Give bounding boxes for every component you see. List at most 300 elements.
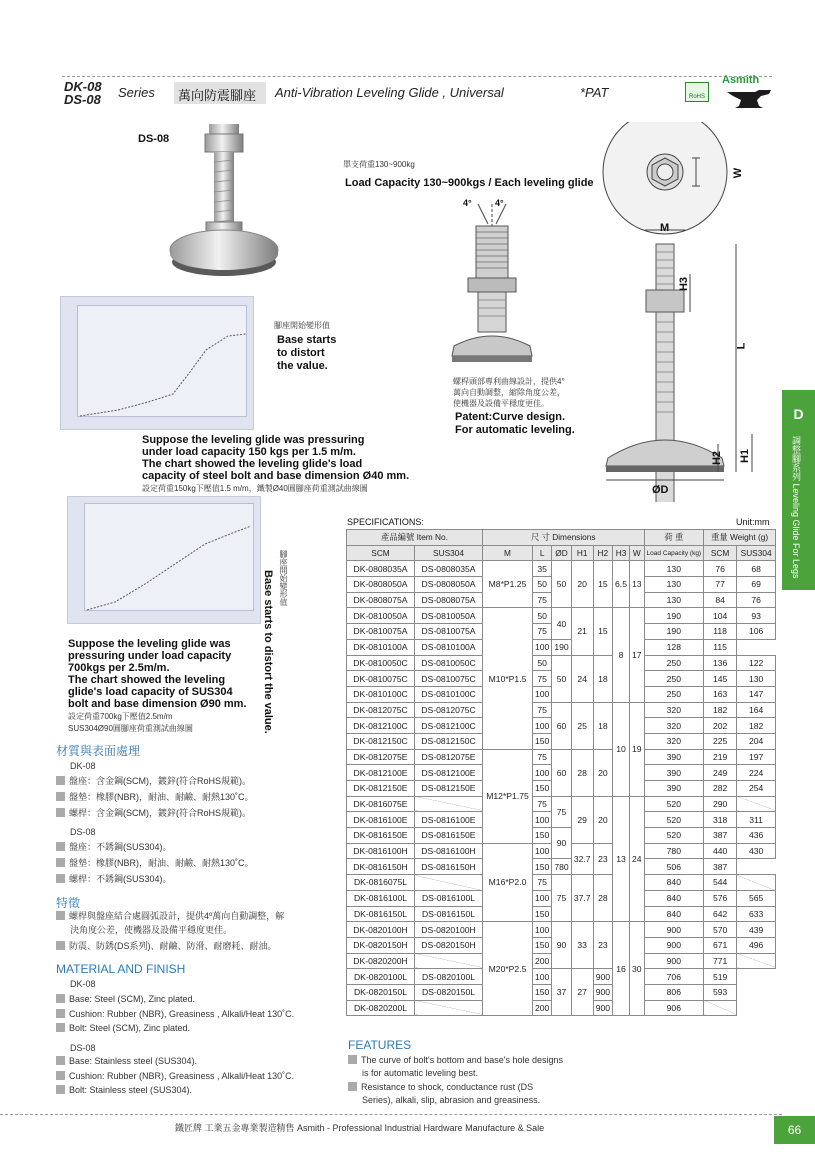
product-label: DS-08 [138, 133, 170, 145]
title-cn: 萬向防震腳座 [174, 82, 266, 104]
cell-item-sus: DS-0810100C [415, 686, 483, 702]
feature-cn-2: 防震、防銹(DS系列)、耐鹼、防滑、耐磨耗、耐油。 [56, 940, 277, 953]
cell-h2: 23 [593, 843, 612, 874]
series-code-ds: DS-08 [64, 92, 101, 107]
curve-note-en-2: For automatic leveling. [455, 424, 575, 436]
patent-mark: *PAT [580, 85, 609, 100]
series-codes [64, 80, 102, 106]
material-en-dk: DK-08 [70, 979, 96, 989]
cell-od: 50 [552, 561, 571, 608]
cell-weight-scm: 118 [704, 624, 737, 640]
cell-weight-sus: 115 [704, 639, 737, 655]
cell-load: 250 [644, 671, 704, 687]
cell-item-scm: DK-0810075A [347, 624, 415, 640]
cell-load: 250 [644, 686, 704, 702]
cell-item-sus: DS-0816100L [415, 890, 483, 906]
cell-h3: 8 [613, 608, 630, 702]
cell-length: 100 [533, 922, 552, 938]
cell-h2: 27 [571, 969, 593, 1016]
cell-h2: 18 [593, 702, 612, 749]
cell-length: 100 [533, 718, 552, 734]
cell-item-sus: DS-0820100H [415, 922, 483, 938]
title-en: Anti-Vibration Leveling Glide , Universal [275, 85, 504, 100]
cell-h1: 25 [571, 702, 593, 749]
cell-length: 150 [533, 859, 552, 875]
cell-item-scm: DK-0820100H [347, 922, 415, 938]
cell-item-sus: DS-0816150E [415, 828, 483, 844]
spec-table-body [347, 561, 776, 1016]
cell-h1: 37 [552, 969, 571, 1016]
material-en-dk-1: Base: Steel (SCM), Zinc plated. [56, 993, 195, 1006]
cell-h1: 37.7 [571, 875, 593, 922]
table-row [347, 859, 776, 875]
cell-weight-sus: 106 [737, 624, 776, 640]
cell-weight-sus [737, 875, 776, 891]
col-h2: H2 [593, 545, 612, 561]
cell-h3: 16 [613, 922, 630, 1016]
feature-cn-1b: 決角度公差，使機器及設備平穩度更佳。 [70, 925, 233, 935]
col-scm: SCM [347, 545, 415, 561]
cell-thread-m: M20*P2.5 [483, 922, 533, 1016]
cell-load: 780 [552, 859, 571, 875]
cell-item-sus: DS-0812100E [415, 765, 483, 781]
cell-load: 520 [644, 796, 704, 812]
cell-item-sus: DS-0812150E [415, 781, 483, 797]
dim-h3: H3 [678, 276, 691, 292]
cell-item-scm: DK-0810050C [347, 655, 415, 671]
cell-item-sus: DS-0808050A [415, 577, 483, 593]
cell-length: 35 [533, 561, 552, 577]
cell-weight-scm: 671 [704, 937, 737, 953]
cell-item-scm: DK-0816075E [347, 796, 415, 812]
cell-h2: 15 [593, 608, 612, 655]
cell-item-scm: DK-0810075C [347, 671, 415, 687]
material-cn-ds: DS-08 [70, 827, 96, 837]
cell-item-scm: DK-0816100H [347, 843, 415, 859]
curve-note-en-1: Patent:Curve design. [455, 411, 566, 423]
feature-en-1b: is for automatic leveling best. [362, 1068, 479, 1078]
cell-weight-scm: 128 [644, 639, 704, 655]
cell-w: 24 [629, 796, 644, 922]
cell-length: 150 [533, 906, 552, 922]
chart2-desc-cn-2: SUS304Ø90圓腳座荷重測試曲線圖 [68, 724, 193, 733]
cell-od: 90 [552, 828, 571, 859]
chart1-tag-en-1: Base starts [277, 334, 337, 346]
angle-right-label: 4° [495, 198, 504, 208]
cell-length: 100 [533, 890, 552, 906]
cell-item-scm: DK-0812150E [347, 781, 415, 797]
cell-weight-sus [737, 796, 776, 812]
cell-weight-scm: 290 [704, 796, 737, 812]
cell-weight-scm: 282 [704, 781, 737, 797]
cell-item-sus: DS-0820100L [415, 969, 483, 985]
cell-weight-sus: 76 [737, 592, 776, 608]
cell-h1: 21 [571, 608, 593, 655]
cell-length: 75 [533, 875, 552, 891]
table-row [347, 875, 776, 891]
cell-length: 150 [533, 781, 552, 797]
cell-weight-scm: 225 [704, 733, 737, 749]
cell-item-scm: DK-0816075L [347, 875, 415, 891]
cell-load: 840 [644, 890, 704, 906]
col-weight-scm: SCM [704, 545, 737, 561]
chart1-desc-4: capacity of steel bolt and base dimension Ø40 mm. [142, 470, 410, 482]
cell-weight-scm: 76 [704, 561, 737, 577]
material-cn-ds-2: 盤墊：橡膠(NBR)，耐油、耐鹼、耐熱130˚C。 [56, 857, 254, 870]
cell-h2: 18 [593, 655, 612, 702]
spec-header-load: 荷 重 [644, 530, 704, 546]
cell-h2: 20 [593, 796, 612, 843]
material-cn-dk: DK-08 [70, 761, 96, 771]
cell-item-sus: DS-0808075A [415, 592, 483, 608]
cell-weight-sus: 387 [704, 859, 737, 875]
cell-weight-scm: 576 [704, 890, 737, 906]
cell-thread-m: M10*P1.5 [483, 608, 533, 749]
cell-thread-m: M8*P1.25 [483, 561, 533, 608]
load-capacity-en: Load Capacity 130~900kgs / Each leveling glide [345, 177, 594, 189]
cell-h3: 10 [613, 702, 630, 796]
cell-weight-sus: 204 [737, 733, 776, 749]
dim-w: W [732, 167, 745, 179]
cell-weight-scm: 219 [704, 749, 737, 765]
cell-weight-sus: 182 [737, 718, 776, 734]
page-number: 66 [774, 1116, 815, 1144]
cell-od: 60 [552, 702, 571, 749]
footer-rule [0, 1114, 782, 1115]
cell-h1: 28 [571, 749, 593, 796]
col-weight-sus: SUS304 [737, 545, 776, 561]
cell-weight-scm: 806 [644, 984, 704, 1000]
cell-item-scm: DK-0816150E [347, 828, 415, 844]
cell-length: 150 [533, 733, 552, 749]
cell-weight-sus: 254 [737, 781, 776, 797]
table-row [347, 922, 776, 938]
material-cn-dk-2: 盤墊：橡膠(NBR)，耐油、耐鹼、耐熱130˚C。 [56, 791, 254, 804]
cell-load: 840 [644, 906, 704, 922]
feature-en-1a: The curve of bolt's bottom and base's hole designs [348, 1054, 563, 1067]
cell-h2: 15 [593, 561, 612, 608]
load-test-chart-2 [67, 496, 261, 624]
cell-weight-scm: 136 [704, 655, 737, 671]
cell-weight-sus: 430 [737, 843, 776, 859]
cell-item-sus: DS-0820150L [415, 984, 483, 1000]
cell-weight-scm: 706 [644, 969, 704, 985]
cell-w: 13 [629, 561, 644, 608]
table-row [347, 639, 776, 655]
cell-length: 75 [533, 796, 552, 812]
cell-weight-scm: 84 [704, 592, 737, 608]
cell-od: 40 [552, 608, 571, 639]
cell-weight-scm: 906 [644, 1000, 704, 1016]
cell-length: 75 [533, 702, 552, 718]
cell-weight-sus: 436 [737, 828, 776, 844]
cell-h2: 28 [593, 875, 612, 922]
col-h3: H3 [613, 545, 630, 561]
cell-item-sus: DS-0820150H [415, 937, 483, 953]
cell-load: 320 [644, 702, 704, 718]
chart2-desc-1: Suppose the leveling glide was [68, 638, 231, 650]
cell-item-sus: DS-0816100H [415, 843, 483, 859]
cell-item-sus [415, 953, 483, 969]
chart1-desc-2: under load capacity 150 kgs per 1.5 m/m. [142, 446, 356, 458]
cell-od: 60 [552, 749, 571, 796]
table-row [347, 969, 776, 985]
product-photo [160, 122, 285, 280]
cell-item-sus [415, 1000, 483, 1016]
chart1-tag-cn: 腳座開始變形值 [274, 321, 330, 330]
table-row [347, 828, 776, 844]
cell-item-sus: DS-0812150C [415, 733, 483, 749]
load-curve-1 [78, 306, 248, 418]
cell-h1: 29 [571, 796, 593, 843]
cell-weight-sus: 311 [737, 812, 776, 828]
cell-weight-scm: 104 [704, 608, 737, 624]
cell-h1: 24 [571, 655, 593, 702]
chart1-desc-cn: 設定荷重150kg下壓值1.5 m/m，鐵製Ø40圓腳座荷重測試曲線圖 [142, 484, 368, 493]
cell-od: 50 [552, 655, 571, 702]
cell-weight-sus: 197 [737, 749, 776, 765]
cell-item-scm: DK-0810100A [347, 639, 415, 655]
cell-item-scm: DK-0810050A [347, 608, 415, 624]
chart2-desc-6: bolt and base dimension Ø90 mm. [68, 698, 247, 710]
cell-item-sus: DS-0810075A [415, 624, 483, 640]
chart1-desc-1: Suppose the leveling glide was pressuring [142, 434, 365, 446]
table-row [347, 702, 776, 718]
material-en-title: MATERIAL AND FINISH [56, 962, 186, 976]
dim-h2: H2 [711, 450, 724, 466]
chart2-desc-2: pressuring under load capacity [68, 650, 232, 662]
cell-load: 320 [644, 733, 704, 749]
material-en-dk-3: Bolt: Steel (SCM), Zinc plated. [56, 1022, 190, 1035]
spec-header-dims: 尺 寸 Dimensions [483, 530, 645, 546]
cell-item-scm: DK-0808035A [347, 561, 415, 577]
cell-load: 130 [644, 577, 704, 593]
header-top-rule [62, 76, 772, 77]
chart1-desc-3: The chart showed the leveling glide's load [142, 458, 363, 470]
chart2-tag-en: Base starts to distort the value. [262, 570, 274, 734]
col-od: ØD [552, 545, 571, 561]
cell-load: 190 [552, 639, 571, 655]
cell-weight-scm: 249 [704, 765, 737, 781]
feature-en-2a: Resistance to shock, conductance rust (DS [348, 1081, 533, 1094]
cell-item-scm: DK-0820150H [347, 937, 415, 953]
footer-text: 鐵匠牌 工業五金專業製造精售 Asmith - Professional Industrial Hardware Manufacture & Sale [175, 1123, 545, 1133]
cell-item-sus: DS-0810050C [415, 655, 483, 671]
cell-item-sus: DS-0816100E [415, 812, 483, 828]
section-side-tab [782, 390, 815, 590]
cell-length: 75 [533, 671, 552, 687]
cell-weight-scm: 440 [704, 843, 737, 859]
cell-h1: 32.7 [571, 843, 593, 874]
cell-w: 30 [629, 922, 644, 1016]
spec-unit: Unit:mm [736, 517, 770, 527]
section-letter: D [793, 406, 804, 422]
cell-weight-sus: 68 [737, 561, 776, 577]
dim-h1: H1 [739, 448, 752, 464]
cell-load: 250 [644, 655, 704, 671]
cell-item-scm: DK-0816150H [347, 859, 415, 875]
cell-length: 200 [533, 1000, 552, 1016]
col-sus: SUS304 [415, 545, 483, 561]
cell-item-scm: DK-0812075C [347, 702, 415, 718]
cell-length: 150 [533, 984, 552, 1000]
cell-item-sus: DS-0812100C [415, 718, 483, 734]
cell-item-sus: DS-0810100A [415, 639, 483, 655]
material-en-ds-2: Cushion: Rubber (NBR), Greasiness , Alkali/Heat 130˚C. [56, 1070, 294, 1083]
material-cn-dk-1: 盤座：含金鋼(SCM)，鍍鋅(符合RoHS規範)。 [56, 775, 251, 788]
cell-length: 50 [533, 608, 552, 624]
cell-item-scm: DK-0820200L [347, 1000, 415, 1016]
cell-length: 150 [533, 828, 552, 844]
cell-length: 50 [533, 655, 552, 671]
cell-item-sus: DS-0810050A [415, 608, 483, 624]
cell-load: 520 [644, 812, 704, 828]
col-l: L [533, 545, 552, 561]
cell-weight-sus: 122 [737, 655, 776, 671]
series-word: Series [118, 85, 155, 100]
cell-weight-scm: 570 [704, 922, 737, 938]
features-title: FEATURES [348, 1038, 412, 1052]
brand-name: Asmith [722, 74, 760, 86]
curve-note-cn-3: 使機器及設備平穩度更佳。 [453, 399, 549, 408]
cell-length: 75 [533, 624, 552, 640]
cell-item-scm: DK-0812150C [347, 733, 415, 749]
chart2-desc-5: glide's load capacity of SUS304 [68, 686, 233, 698]
cell-item-scm: DK-0820150L [347, 984, 415, 1000]
cell-h2: 20 [593, 749, 612, 796]
cell-thread-m: M16*P2.0 [483, 843, 533, 921]
cell-item-sus: DS-0816150H [415, 859, 483, 875]
cell-weight-sus: 519 [704, 969, 737, 985]
cell-weight-scm: 544 [704, 875, 737, 891]
cell-length: 100 [533, 686, 552, 702]
technical-drawing [598, 122, 778, 502]
table-row [347, 796, 776, 812]
chart2-desc-4: The chart showed the leveling [68, 674, 226, 686]
cell-load: 900 [593, 969, 612, 985]
cell-w: 17 [629, 608, 644, 702]
material-cn-ds-1: 盤座：不銹鋼(SUS304)。 [56, 841, 172, 854]
cell-length: 100 [533, 969, 552, 985]
cell-weight-scm: 145 [704, 671, 737, 687]
cell-h2: 23 [593, 922, 612, 969]
cell-weight-sus: 496 [737, 937, 776, 953]
cell-load: 900 [644, 937, 704, 953]
cell-load: 390 [644, 781, 704, 797]
dim-od: ØD [652, 484, 669, 496]
cell-length: 75 [533, 592, 552, 608]
cell-item-sus: DS-0816150L [415, 906, 483, 922]
cell-length: 100 [533, 812, 552, 828]
rohs-badge: RoHS [685, 82, 709, 102]
cell-od: 75 [552, 875, 571, 922]
cell-item-sus: DS-0808035A [415, 561, 483, 577]
cell-item-scm: DK-0812100C [347, 718, 415, 734]
cell-item-scm: DK-0820200H [347, 953, 415, 969]
spec-header-item: 產品編號 Item No. [347, 530, 483, 546]
dim-m: M [660, 222, 670, 234]
curve-design-drawing [440, 196, 545, 374]
cell-h3: 13 [613, 796, 630, 922]
angle-left-label: 4° [463, 198, 472, 208]
cell-weight-sus: 633 [737, 906, 776, 922]
load-curve-2 [85, 504, 255, 612]
cell-load: 900 [644, 953, 704, 969]
cell-load: 190 [644, 608, 704, 624]
material-cn-title: 材質與表面處理 [56, 744, 141, 758]
chart1-tag-en-3: the value. [277, 360, 328, 372]
cell-weight-sus: 439 [737, 922, 776, 938]
cell-length: 100 [533, 843, 552, 859]
cell-weight-sus: 224 [737, 765, 776, 781]
cell-weight-sus: 164 [737, 702, 776, 718]
cell-od: 75 [552, 796, 571, 827]
cell-item-scm: DK-0816150L [347, 906, 415, 922]
cell-h1: 33 [571, 922, 593, 969]
cell-load: 520 [644, 828, 704, 844]
cell-item-sus [415, 796, 483, 812]
cell-weight-scm: 642 [704, 906, 737, 922]
cell-length: 100 [533, 765, 552, 781]
feature-en-2b: Series), alkali, slip, abrasion and greasiness. [362, 1095, 541, 1105]
cell-load: 390 [644, 765, 704, 781]
cell-item-sus [415, 875, 483, 891]
cell-item-sus: DS-0810075C [415, 671, 483, 687]
dim-l: L [735, 342, 748, 350]
cell-item-scm: DK-0810100C [347, 686, 415, 702]
spec-title: SPECIFICATIONS: [347, 517, 424, 527]
anvil-logo-icon [725, 88, 773, 110]
chart1-tag-en-2: to distort [277, 347, 325, 359]
load-capacity-cn: 單支荷重130~900kg [343, 160, 415, 169]
cell-od: 90 [552, 922, 571, 969]
material-en-ds: DS-08 [70, 1043, 96, 1053]
cell-item-scm: DK-0820100L [347, 969, 415, 985]
chart2-desc-cn-1: 設定荷重700kg下壓值2.5m/m [68, 712, 173, 721]
cell-load: 190 [644, 624, 704, 640]
chart2-tag-cn: 腳座開始變形值 [279, 550, 288, 606]
cell-weight-scm: 506 [644, 859, 704, 875]
load-test-chart-1 [60, 296, 254, 430]
cell-thread-m: M12*P1.75 [483, 749, 533, 843]
cell-length: 200 [533, 953, 552, 969]
cell-item-scm: DK-0808075A [347, 592, 415, 608]
cell-item-sus: DS-0812075C [415, 702, 483, 718]
material-cn-ds-3: 螺桿：不銹鋼(SUS304)。 [56, 873, 172, 886]
cell-item-scm: DK-0812075E [347, 749, 415, 765]
cell-weight-sus: 593 [704, 984, 737, 1000]
cell-load: 320 [644, 718, 704, 734]
material-en-ds-3: Bolt: Stainless steel (SUS304). [56, 1084, 192, 1097]
cell-h3: 6.5 [613, 561, 630, 608]
section-tab-text: 調整腳系列 Leveling Glide For Legs [791, 436, 801, 579]
table-row [347, 749, 776, 765]
cell-item-scm: DK-0816100E [347, 812, 415, 828]
chart2-desc-3: 700kgs per 2.5m/m. [68, 662, 170, 674]
cell-weight-sus [704, 1000, 737, 1016]
spec-header-weight: 重量 Weight (g) [704, 530, 776, 546]
table-row [347, 655, 776, 671]
material-en-ds-1: Base: Stainless steel (SUS304). [56, 1055, 197, 1068]
col-h1: H1 [571, 545, 593, 561]
cell-weight-scm: 182 [704, 702, 737, 718]
feature-cn-title: 特徵 [56, 896, 81, 910]
cell-load: 130 [644, 592, 704, 608]
cell-w: 19 [629, 702, 644, 796]
cell-item-scm: DK-0816100L [347, 890, 415, 906]
col-load: Load Capacity (kg) [644, 545, 704, 561]
feature-cn-1a: 螺桿與盤座結合處圓弧設計，提供4º萬向自動調整，解 [56, 910, 284, 923]
